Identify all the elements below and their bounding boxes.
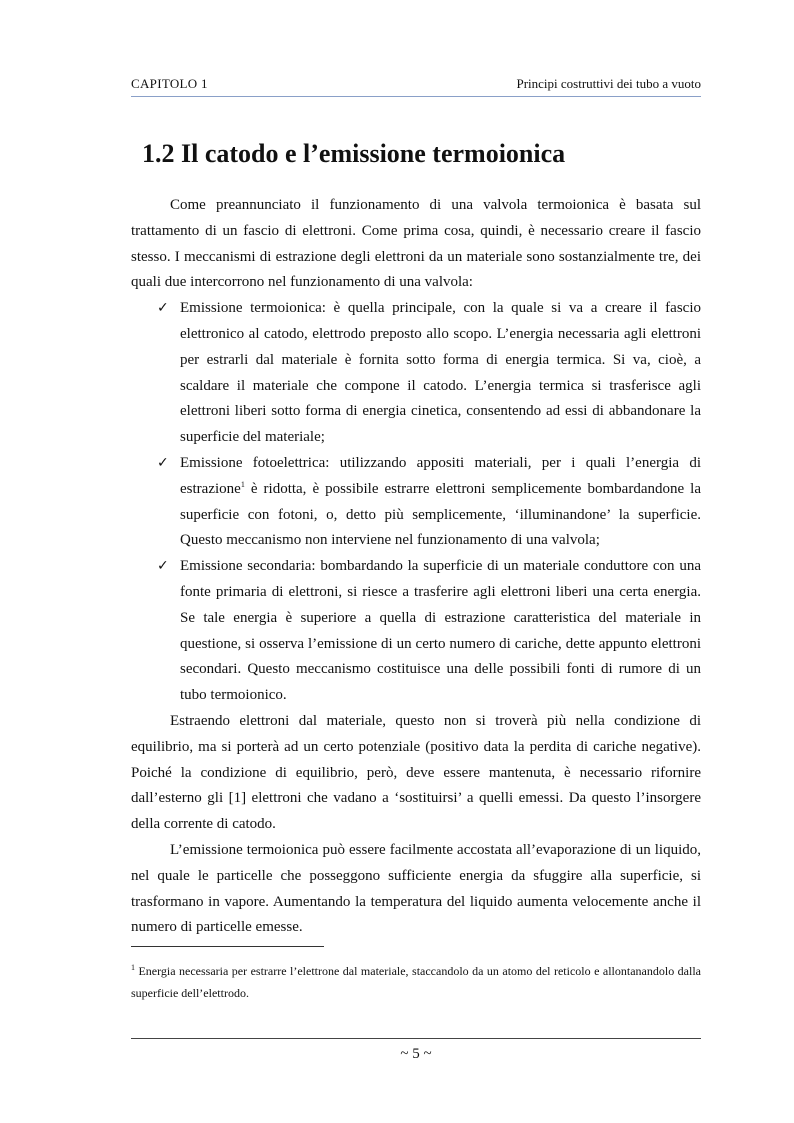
footnote-text: Energia necessaria per estrarre l’elettrone dal materiale, staccandolo da un atomo del reticolo e allontanandolo dalla superficie dell’elettrodo.	[131, 964, 701, 1000]
footnote	[131, 960, 701, 1004]
footnote-reference[interactable]: 1	[240, 479, 245, 489]
footnote-marker: 1	[131, 963, 135, 972]
page-number: ~ 5 ~	[400, 1046, 432, 1062]
list-item-text: Emissione fotoelettrica: utilizzando appositi materiali, per i quali l’energia di estrazione	[180, 454, 701, 497]
emission-list	[131, 296, 701, 709]
header-divider	[131, 96, 701, 97]
header-chapter: CAPITOLO 1	[131, 76, 208, 91]
list-item-text: Emissione termoionica: è quella principale, con la quale si va a creare il fascio elettronico al catodo, elettrodo preposto allo scopo. L’energia necessaria agli elettroni per estrarli dal materiale è fornita sotto forma di energia termica. Si va, cioè, a scaldare il materiale che compone il catodo. L’energia termica si trasferisce agli elettroni liberi sotto forma di energia cinetica, consentendo ad essi di abbandonare la superficie del materiale;	[180, 300, 701, 446]
checkmark-icon: ✓	[157, 454, 169, 471]
list-item	[131, 451, 701, 554]
paragraph-evaporation: L’emissione termoionica può essere facilmente accostata all’evaporazione di un liquido, nel quale le particelle che posseggono sufficiente energia da sfuggire alla superficie, si trasformano in vapore. Aumentando la temperatura del liquido aumenta velocemente anche il numero di particelle emesse.	[131, 841, 701, 936]
list-item	[131, 296, 701, 451]
body-text	[131, 193, 701, 941]
checkmark-icon: ✓	[157, 558, 169, 575]
section-heading: 1.2 Il catodo e l’emissione termoionica	[142, 139, 566, 168]
list-item	[131, 554, 701, 709]
footer-divider	[131, 1038, 701, 1039]
intro-paragraph: Come preannunciato il funzionamento di una valvola termoionica è basata sul trattamento di un fascio di elettroni. Come prima cosa, quindi, è necessario creare il fascio stesso. I meccanismi di estrazione degli elettroni da un materiale sono sostanzialmente tre, dei quali due intercorrono nel funzionamento di una valvola:	[131, 197, 701, 291]
footnote-divider	[131, 946, 324, 947]
checkmark-icon: ✓	[157, 300, 169, 317]
paragraph-equilibrium: Estraendo elettroni dal materiale, questo non si troverà più nella condizione di equilibrio, ma si porterà ad un certo potenziale (positivo data la perdita di cariche negative). Poiché la condizione di equilibrio, però, deve essere mantenuta, è necessario rifornire dall’esterno gli [1] elettroni che vadano a ‘sostituirsi’ a quelli emessi. Da questo l’insorgere della corrente di catodo.	[131, 712, 701, 833]
list-item-text: è ridotta, è possibile estrarre elettroni semplicemente bombardandone la superficie con fotoni, o, detto più semplicemente, ‘illuminandone’ la superficie. Questo meccanismo non interviene nel funzionamento di una valvola;	[180, 480, 701, 549]
list-item-text: Emissione secondaria: bombardando la superficie di un materiale conduttore con una fonte primaria di elettroni, si riesce a trasferire agli elettroni liberi una certa energia. Se tale energia è superiore a quella di estrazione caratteristica del materiale in questione, si osserva l’emissione di un certo numero di cariche, dette appunto elettroni secondari. Questo meccanismo costituisce una delle possibili fonti di rumore di un tubo termoionico.	[180, 558, 701, 704]
header-section-title: Principi costruttivi dei tubo a vuoto	[516, 76, 701, 91]
